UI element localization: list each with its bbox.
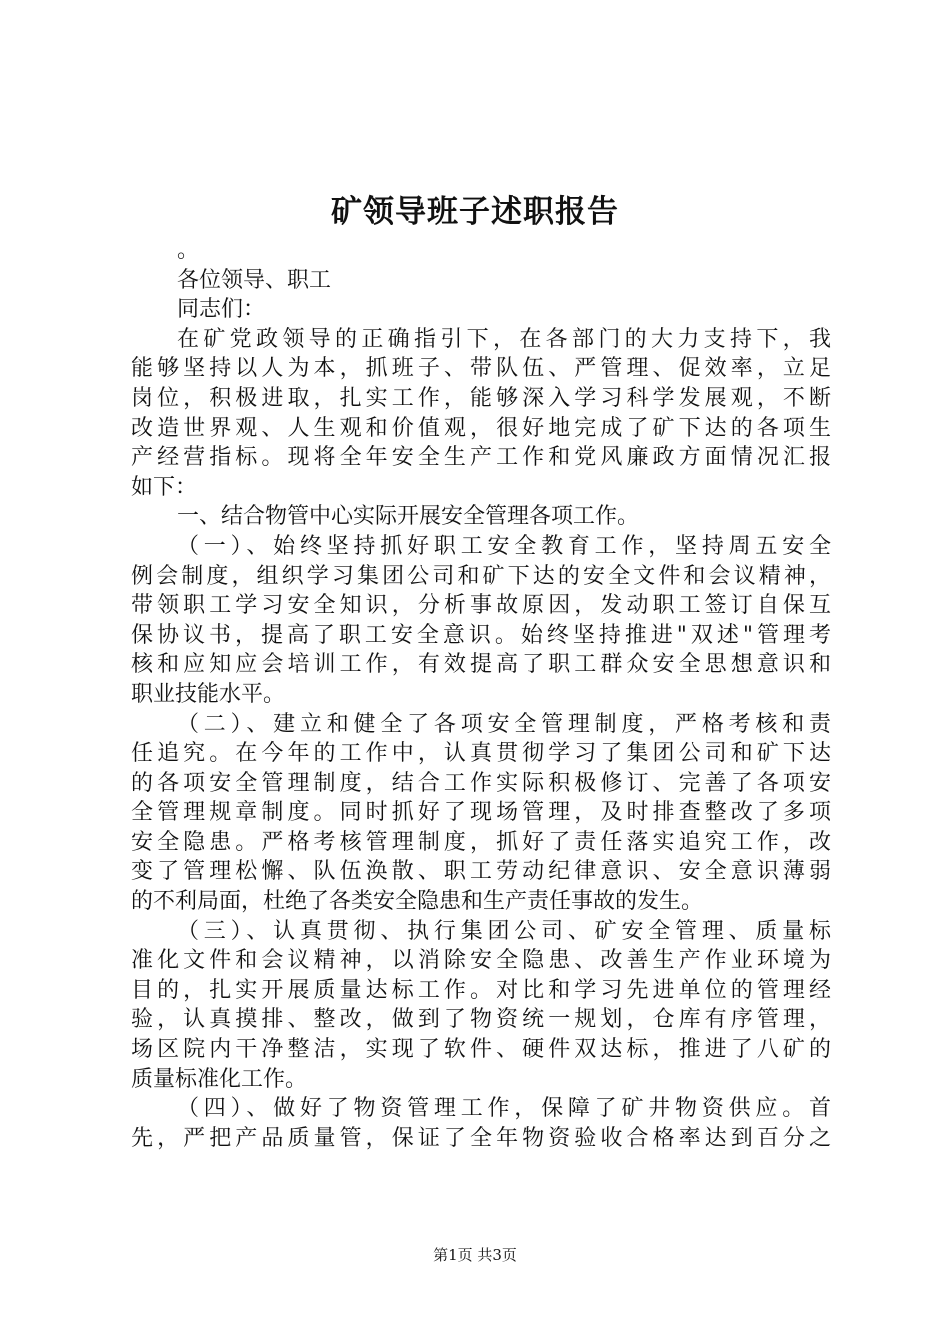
body-line: 任追究。在今年的工作中，认真贯彻学习了集团公司和矿下达 — [131, 741, 831, 767]
body-line: 目的，扎实开展质量达标工作。对比和学习先进单位的管理经 — [131, 977, 831, 1003]
body-line: 准化文件和会议精神，以消除安全隐患、改善生产作业环境为 — [131, 948, 831, 974]
body-line: 同志们： — [177, 297, 266, 323]
body-line: 全管理规章制度。同时抓好了现场管理，及时排查整改了多项 — [131, 800, 831, 826]
body-line: 先，严把产品质量管，保证了全年物资验收合格率达到百分之 — [131, 1125, 831, 1151]
body-line: 的不利局面，杜绝了各类安全隐患和生产责任事故的发生。 — [131, 889, 704, 915]
body-line: （二）、建立和健全了各项安全管理制度，严格考核和责 — [177, 711, 831, 737]
body-line: 场区院内干净整洁，实现了软件、硬件双达标，推进了八矿的 — [131, 1037, 831, 1063]
body-line: 。 — [177, 238, 200, 263]
body-line: 例会制度，组织学习集团公司和矿下达的安全文件和会议精神， — [131, 563, 831, 589]
page-footer: 第1页 共3页 — [433, 1246, 517, 1264]
document-title: 矿领导班子述职报告 — [331, 194, 619, 230]
body-line: （一）、始终坚持抓好职工安全教育工作，坚持周五安全 — [177, 533, 831, 559]
body-line: （三）、认真贯彻、执行集团公司、矿安全管理、质量标 — [177, 918, 831, 944]
body-line: 安全隐患。严格考核管理制度，抓好了责任落实追究工作，改 — [131, 829, 831, 855]
body-line: 变了管理松懈、队伍涣散、职工劳动纪律意识、安全意识薄弱 — [131, 859, 831, 885]
body-line: 如下： — [131, 474, 198, 500]
body-line: 各位领导、职工 — [177, 267, 332, 293]
body-line: （四）、做好了物资管理工作，保障了矿井物资供应。首 — [177, 1096, 831, 1122]
body-line: 保协议书，提高了职工安全意识。始终坚持推进"双述"管理考 — [131, 622, 831, 648]
body-line: 一、结合物管中心实际开展安全管理各项工作。 — [177, 504, 640, 530]
body-line: 改造世界观、人生观和价值观，很好地完成了矿下达的各项生 — [131, 415, 831, 441]
body-line: 能够坚持以人为本，抓班子、带队伍、严管理、促效率，立足 — [131, 356, 831, 382]
body-line: 职业技能水平。 — [131, 681, 286, 707]
body-line: 带领职工学习安全知识，分析事故原因，发动职工签订自保互 — [131, 593, 831, 619]
body-line: 岗位，积极进取，扎实工作，能够深入学习科学发展观，不断 — [131, 385, 831, 411]
document-body — [131, 236, 831, 1153]
body-line: 核和应知应会培训工作，有效提高了职工群众安全思想意识和 — [131, 652, 831, 678]
body-line: 验，认真摸排、整改，做到了物资统一规划，仓库有序管理， — [131, 1007, 831, 1033]
body-line: 产经营指标。现将全年安全生产工作和党风廉政方面情况汇报 — [131, 445, 831, 471]
body-line: 质量标准化工作。 — [131, 1066, 308, 1092]
body-line: 在矿党政领导的正确指引下，在各部门的大力支持下，我 — [177, 326, 831, 352]
body-line: 的各项安全管理制度，结合工作实际积极修订、完善了各项安 — [131, 770, 831, 796]
